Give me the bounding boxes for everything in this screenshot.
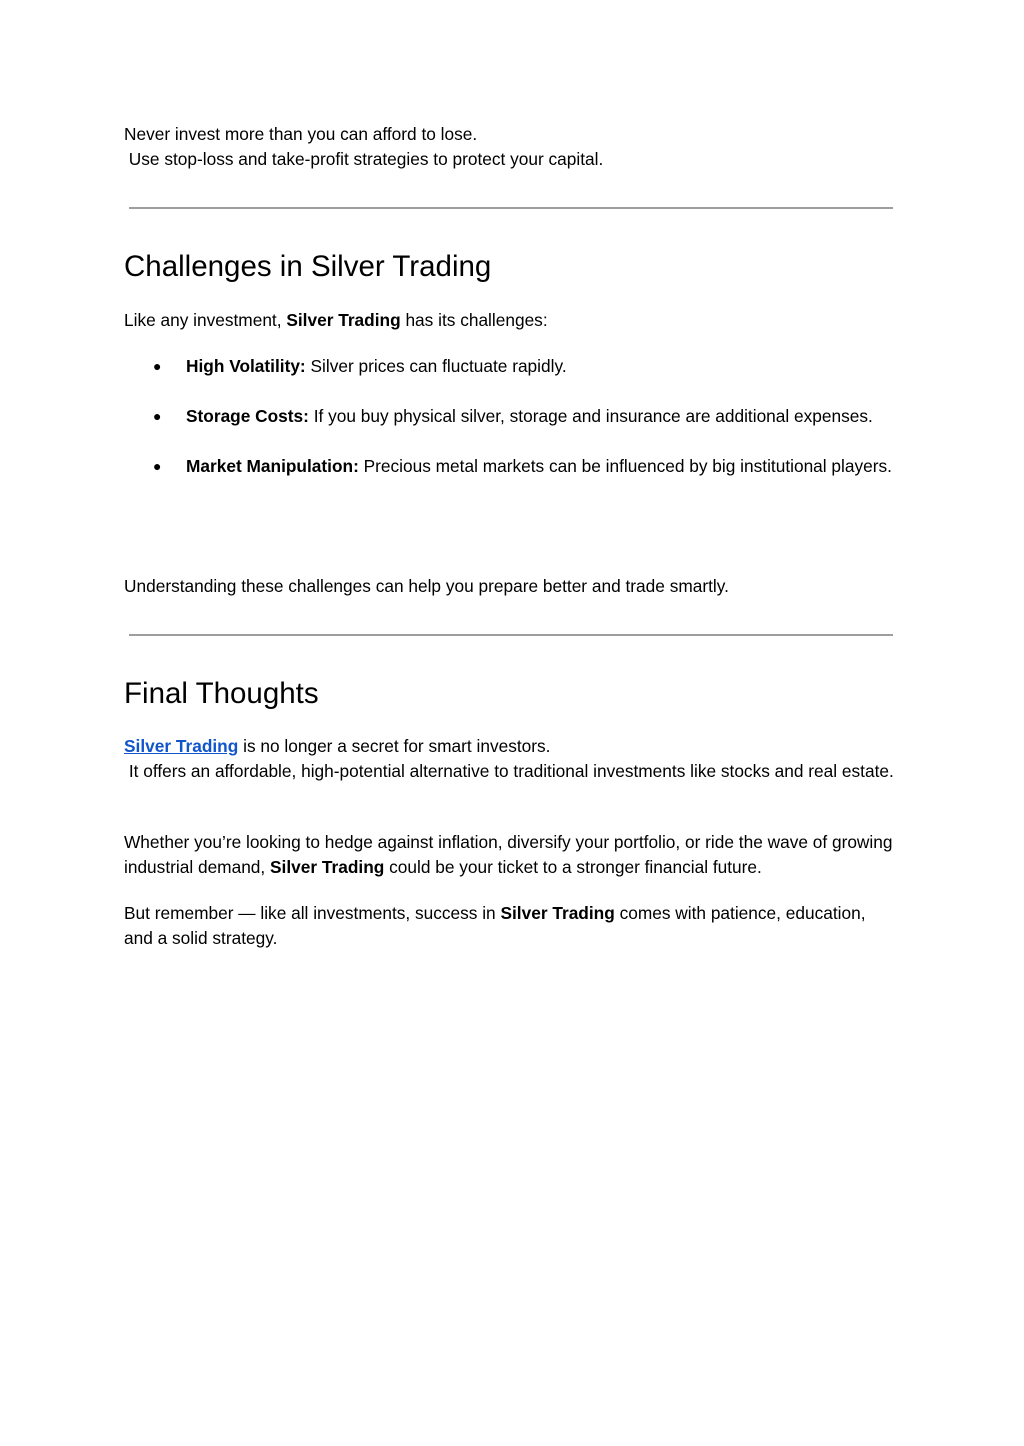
final-p1-line2: It offers an affordable, high-potential alternative to traditional investments like stocks and real estate. <box>124 761 894 782</box>
divider-2 <box>129 634 893 636</box>
final-p3-bold: Silver Trading <box>500 903 615 923</box>
divider-1 <box>129 207 893 209</box>
list-item-term: Market Manipulation: <box>186 455 359 476</box>
list-item-text: Silver prices can fluctuate rapidly. <box>305 356 567 376</box>
list-item <box>124 454 894 479</box>
silver-trading-link[interactable]: Silver Trading <box>124 736 239 756</box>
challenges-list <box>124 354 894 479</box>
list-item-term: Storage Costs: <box>186 405 309 426</box>
final-p3-post: comes with patience, education, and a solid strategy. <box>124 903 866 949</box>
final-paragraph-3 <box>124 901 894 952</box>
intro-line-2: Use stop-loss and take-profit strategies to protect your capital. <box>124 149 604 170</box>
list-item <box>124 354 894 379</box>
final-paragraph-2 <box>124 830 894 881</box>
final-p2-pre: Whether you’re looking to hedge against inflation, diversify your portfolio, or ride the wave of growing industrial demand, <box>124 832 893 878</box>
final-p3-pre: But remember — like all investments, success in <box>124 903 501 923</box>
bullet-icon: ● <box>153 407 162 424</box>
final-p1-rest: is no longer a secret for smart investors. <box>238 736 551 756</box>
intro-paragraph <box>124 122 894 173</box>
challenges-lead-bold: Silver Trading <box>286 310 401 330</box>
challenges-lead-pre: Like any investment, <box>124 310 287 330</box>
list-item-text: Precious metal markets can be influenced by big institutional players. <box>358 455 892 476</box>
challenges-lead-post: has its challenges: <box>400 310 548 330</box>
challenges-closing-text: Understanding these challenges can help you prepare better and trade smartly. <box>124 576 729 596</box>
final-p2-bold: Silver Trading <box>270 857 385 878</box>
bullet-icon: ● <box>153 358 162 374</box>
challenges-closing <box>124 574 894 599</box>
challenges-list-container <box>124 354 894 504</box>
intro-line-1: Never invest more than you can afford to lose. <box>124 124 478 144</box>
challenges-lead <box>124 308 894 333</box>
final-paragraph-1 <box>124 734 894 785</box>
list-item-term: High Volatility: <box>186 356 306 376</box>
challenges-heading: Challenges in Silver Trading <box>124 250 492 283</box>
list-item <box>124 404 894 429</box>
final-heading: Final Thoughts <box>124 677 319 710</box>
final-p2-post: could be your ticket to a stronger financial future. <box>384 857 762 878</box>
bullet-icon: ● <box>153 457 162 474</box>
list-item-text: If you buy physical silver, storage and insurance are additional expenses. <box>308 405 873 426</box>
